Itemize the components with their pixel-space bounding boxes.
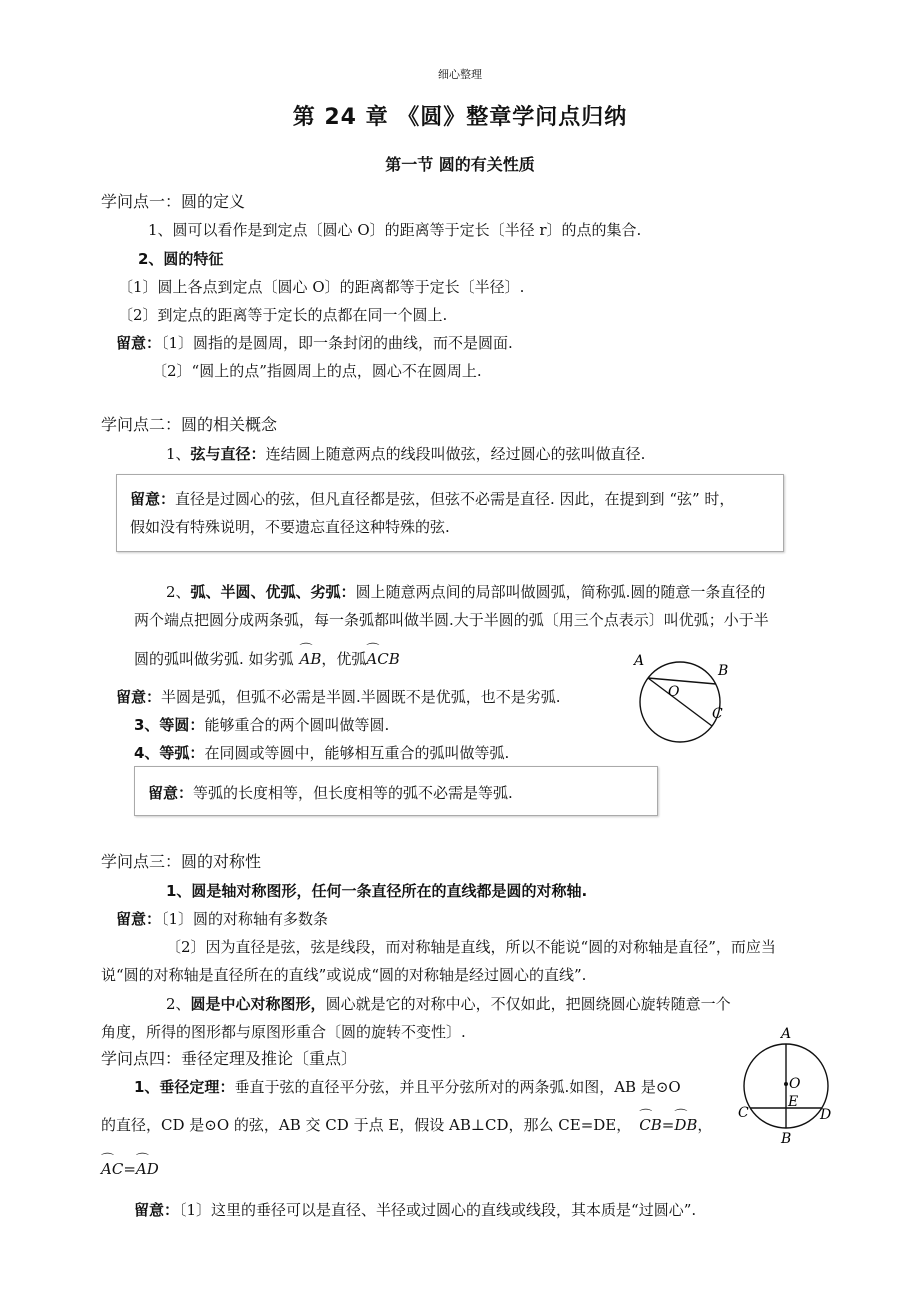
k2-line3-term: 3、等圆： (134, 716, 205, 734)
k2-line3 (134, 714, 389, 735)
box2-line (148, 782, 513, 803)
k2-line1 (166, 443, 645, 464)
point-a-label: A (781, 1026, 792, 1042)
k2-line2c-mid: ，优弧 (321, 650, 367, 668)
note-text: 〔1〕圆的对称轴有多数条 (161, 910, 329, 928)
chapter-title: 第 24 章 《圆》整章学问点归纳 (292, 105, 628, 130)
k1-heading: 学问点一：圆的定义 (101, 192, 246, 211)
center-o-label: O (668, 684, 680, 700)
k4-line3 (101, 1160, 159, 1178)
comma: ， (697, 1116, 713, 1134)
k4-line2-text: 的直径，CD 是⊙O 的弦，AB 交 CD 于点 E，假设 AB⊥CD，那么 CE=DE， (101, 1116, 632, 1134)
k1-line2: 2、圆的特征 (138, 250, 224, 268)
page-header: 细心整理 (438, 68, 482, 81)
note-label: 留意： (116, 334, 162, 352)
arc-ac: ⌒ AC (101, 1160, 123, 1178)
k1-note-1 (116, 332, 513, 353)
note-text: 半圆是弧，但弧不必需是半圆.半圆既不是优弧，也不是劣弧. (161, 688, 561, 706)
k2-line1-text: 连结圆上随意两点的线段叫做弦，经过圆心的弦叫做直径. (265, 445, 646, 463)
k3-line1: 1、圆是轴对称图形，任何一条直径所在的直线都是圆的对称轴. (166, 882, 588, 900)
k3-line2 (166, 993, 731, 1014)
k2-line4 (134, 742, 509, 763)
note-box-chord (116, 474, 784, 552)
k2-line1-prefix: 1、 (166, 445, 191, 463)
note-label: 留意： (134, 1201, 180, 1219)
k4-line1-term: 1、垂径定理： (134, 1078, 235, 1096)
arc-acb: ⌒ ACB (366, 650, 399, 668)
point-c-label: C (712, 706, 723, 722)
circle-figure-perpendicular (732, 1024, 840, 1148)
k4-line1-text: 垂直于弦的直径平分弦，并且平分弦所对的两条弧.如图，AB 是⊙O (234, 1078, 681, 1096)
note-text: 〔1〕圆指的是圆周，即一条封闭的曲线，而不是圆面. (161, 334, 513, 352)
point-d-label: D (820, 1107, 832, 1123)
arc-ab: ⌒ AB (300, 650, 322, 668)
k3-line2-prefix: 2、 (166, 995, 191, 1013)
k3-line2-text: 圆心就是它的对称中心，不仅如此，把圆绕圆心旋转随意一个 (325, 995, 731, 1013)
note-label: 留意： (116, 910, 162, 928)
chord-ab (648, 678, 716, 684)
k2-line2c (134, 648, 400, 669)
k4-heading: 学问点四：垂径定理及推论〔重点〕 (101, 1049, 358, 1068)
center-dot (784, 1082, 788, 1086)
box1-line1 (130, 488, 734, 509)
k4-note (134, 1199, 696, 1220)
k1-line4: 〔2〕到定点的距离等于定长的点都在同一个圆上. (118, 306, 448, 324)
circle-figure-arcs (630, 648, 740, 756)
note-label: 留意： (116, 688, 162, 706)
k2-line2b: 两个端点把圆分成两条弧，每一条弧都叫做半圆.大于半圆的弧〔用三个点表示〕叫优弧；小于半 (134, 611, 769, 629)
point-e-label: E (788, 1094, 799, 1110)
equals-sign: = (123, 1160, 136, 1178)
k2-line4-term: 4、等弧： (134, 744, 205, 762)
arc-ad: ⌒ AD (136, 1160, 159, 1178)
k4-line2 (101, 1114, 712, 1135)
k2-line4-text: 在同圆或等圆中，能够相互重合的弧叫做等弧. (204, 744, 510, 762)
k3-line2-term: 圆是中心对称图形， (190, 995, 326, 1013)
k1-line1: 1、圆可以看作是到定点〔圆心 O〕的距离等于定长〔半径 r〕的点的集合. (148, 221, 642, 239)
k2-note (116, 686, 561, 707)
arc-db: ⌒ DB (674, 1116, 697, 1134)
section-title: 第一节 圆的有关性质 (385, 155, 535, 174)
point-b-label: B (781, 1131, 792, 1147)
k1-line3: 〔1〕圆上各点到定点〔圆心 O〕的距离都等于定长〔半径〕. (118, 278, 525, 296)
box1-label: 留意： (130, 490, 176, 508)
k3-note-1 (116, 908, 328, 929)
k2-line2-prefix: 2、 (166, 583, 191, 601)
box2-label: 留意： (148, 784, 194, 802)
k2-line1-term: 弦与直径： (190, 445, 266, 463)
k2-line2 (166, 581, 765, 602)
point-b-label: B (718, 663, 729, 679)
point-c-label: C (738, 1105, 749, 1121)
point-a-label: A (634, 653, 645, 669)
note-text: 〔1〕这里的垂径可以是直径、半径或过圆心的直线或线段，其本质是“过圆心”. (179, 1201, 697, 1219)
diameter-ac (648, 678, 712, 726)
k4-line1 (134, 1076, 681, 1097)
box1-line2: 假如没有特殊说明，不要遗忘直径这种特殊的弦. (130, 518, 450, 536)
k3-note-2b: 说“圆的对称轴是直径所在的直线”或说成“圆的对称轴是经过圆心的直线”. (101, 966, 587, 984)
k1-note-2: 〔2〕“圆上的点”指圆周上的点，圆心不在圆周上. (152, 362, 482, 380)
k2-line2-term: 弧、半圆、优弧、劣弧： (190, 583, 356, 601)
k3-heading: 学问点三：圆的对称性 (101, 852, 262, 871)
k2-heading: 学问点二：圆的相关概念 (101, 415, 278, 434)
k2-line2-text: 圆上随意两点间的局部叫做圆弧，简称弧.圆的随意一条直径的 (355, 583, 766, 601)
k2-line2c-text: 圆的弧叫做劣弧. 如劣弧 (134, 650, 294, 668)
arc-cb: ⌒ CB (639, 1116, 662, 1134)
k3-line2b: 角度，所得的图形都与原图形重合〔圆的旋转不变性〕. (101, 1023, 466, 1041)
box1-text: 直径是过圆心的弦，但凡直径都是弦，但弦不必需是直径. 因此，在提到到 “弦” 时， (175, 490, 735, 508)
equals-sign: = (661, 1116, 675, 1134)
box2-text: 等弧的长度相等，但长度相等的弧不必需是等弧. (193, 784, 513, 802)
center-o-label: O (789, 1076, 801, 1092)
k3-note-2a: 〔2〕因为直径是弦，弦是线段，而对称轴是直线，所以不能说“圆的对称轴是直径”，而应当 (166, 938, 776, 956)
k2-line3-text: 能够重合的两个圆叫做等圆. (204, 716, 390, 734)
